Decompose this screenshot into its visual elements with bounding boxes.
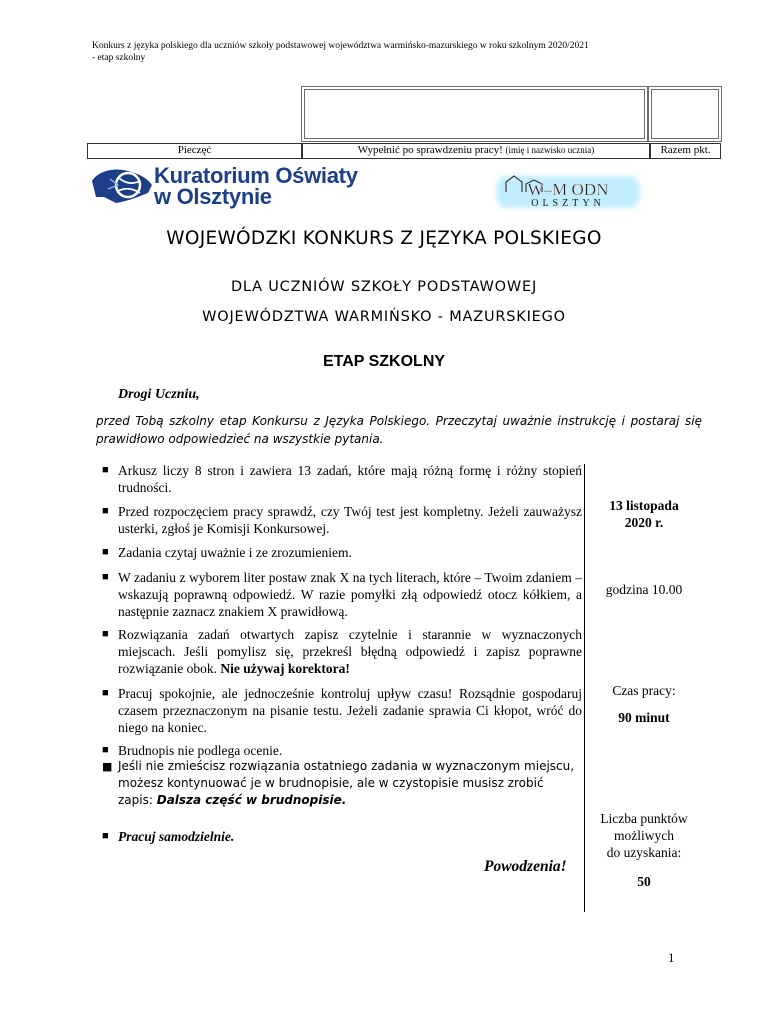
contest-title: WOJEWÓDZKI KONKURS Z JĘZYKA POLSKIEGO [166, 228, 602, 249]
bullet-icon: ■ [102, 760, 113, 773]
bullet-icon: ■ [102, 505, 109, 517]
kuratorium-line-1: Kuratorium Oświaty [154, 163, 358, 188]
draft-continuation-note: Dalsza część w brudnopisie. [156, 793, 347, 807]
points-label [586, 810, 702, 861]
column-divider [584, 464, 585, 912]
bullet-icon: ■ [102, 571, 109, 583]
no-corrector-warning: Nie używaj korektora! [220, 661, 350, 676]
list-item: ■ Zadania czytaj uważnie i ze zrozumieniem. [102, 545, 352, 560]
good-luck-text: Powodzenia! [484, 858, 567, 875]
list-item: ■ Rozwiązania zadań otwartych zapisz czytelnie i starannie w wyznaczonych miejscach. Jeśli pomylisz się, przekreśl błędną odpowiedź i zapisz poprawne rozwiązanie obok. Nie używaj korektora! [102, 627, 582, 676]
stamp-label: Pieczęć [87, 143, 302, 159]
points-value: 50 [637, 874, 651, 889]
greeting: Drogi Uczniu, [118, 387, 200, 402]
fill-label [302, 143, 650, 159]
name-box [301, 86, 648, 142]
list-item: ■ Pracuj spokojnie, ale jednocześnie kontroluj upływ czasu! Rozsądnie gospodaruj czasem przeznaczonym na pisanie testu. Jeżeli zadanie sprawia Ci kłopot, wróć do niego na koniec. [102, 686, 582, 735]
list-item: ■ Przed rozpoczęciem pracy sprawdź, czy Twój test jest kompletny. Jeżeli zauważysz usterki, zgłoś je Komisji Konkursowej. [102, 504, 582, 536]
bullet-icon: ■ [102, 744, 109, 756]
kuratorium-logo-icon [88, 163, 158, 207]
contest-subtitle-2: WOJEWÓDZTWA WARMIŃSKO - MAZURSKIEGO [202, 309, 566, 325]
bullet-icon: ■ [102, 628, 109, 640]
work-time-label: Czas pracy: [612, 683, 676, 698]
exam-date-line-2: 2020 r. [624, 515, 664, 530]
running-header-line-2: - etap szkolny [92, 53, 146, 63]
fill-label-text: Wypełnić po sprawdzeniu pracy! [357, 144, 503, 156]
points-label-line-3: do uzyskania: [606, 845, 682, 860]
list-item: ■ Jeśli nie zmieścisz rozwiązania ostatniego zadania w wyznaczonym miejscu, możesz kontynuować je w brudnopisie, ale w czystopisie musisz zrobić zapis: Dalsza część w brudnopisie. [102, 759, 575, 807]
fill-label-note: (imię i nazwisko ucznia) [505, 145, 595, 155]
bullet-icon: ■ [102, 687, 109, 699]
exam-hour: godzina 10.00 [605, 582, 683, 597]
points-label-line-1: Liczba punktów [600, 811, 688, 826]
list-item: ■ Arkusz liczy 8 stron i zawiera 13 zadań, które mają różną formę i różny stopień trudności. [102, 463, 582, 495]
bullet-icon: ■ [102, 830, 109, 842]
kuratorium-line-2: w Olsztynie [154, 184, 272, 209]
odn-sub: OLSZTYN [531, 198, 605, 209]
list-item: ■ Pracuj samodzielnie. [102, 829, 235, 844]
list-item: ■ W zadaniu z wyborem liter postaw znak X na tych literach, które – Twoim zdaniem – wskazują poprawną odpowiedź. W razie pomyłki złą odpowiedź otocz kółkiem, a następnie zaznacz znakiem X prawidłową. [102, 570, 582, 619]
exam-date-line-1: 13 listopada [609, 498, 679, 513]
list-item: ■ Brudnopis nie podlega ocenie. [102, 743, 283, 758]
bullet-icon: ■ [102, 546, 109, 558]
stage-title: ETAP SZKOLNY [322, 353, 446, 370]
points-label-line-2: możliwych [614, 828, 674, 843]
bullet-icon: ■ [102, 464, 109, 476]
score-box [648, 86, 722, 142]
score-label: Razem pkt. [650, 143, 721, 159]
running-header [92, 40, 652, 64]
intro-paragraph: przed Tobą szkolny etap Konkursu z Języka Polskiego. Przeczytaj uważnie instrukcję i postaraj się prawidłowo odpowiedzieć na wszystkie pytania. [96, 414, 702, 446]
kuratorium-wordmark [154, 165, 358, 207]
contest-subtitle-1: DLA UCZNIÓW SZKOŁY PODSTAWOWEJ [230, 279, 538, 295]
running-header-line-1: Konkurs z języka polskiego dla uczniów szkoły podstawowej województwa warmińsko-mazurskiego w roku szkolnym 2020/2021 [92, 41, 589, 51]
exam-date [586, 497, 702, 531]
wm-odn-logo-icon [492, 170, 644, 212]
odn-text: W–M ODN [527, 180, 609, 199]
page-number: 1 [668, 950, 675, 965]
work-time-value: 90 minut [618, 710, 670, 725]
